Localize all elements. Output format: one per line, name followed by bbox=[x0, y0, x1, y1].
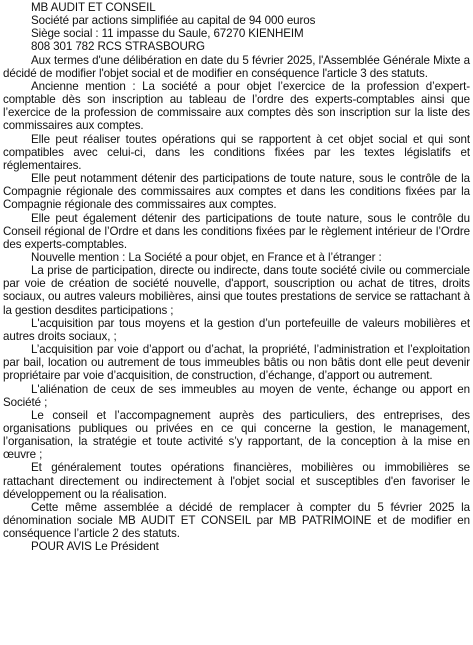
signature: POUR AVIS Le Président bbox=[31, 540, 159, 554]
head-office-address: Siège social : 11 impasse du Saule, 67270 KIENHEIM bbox=[31, 27, 304, 41]
paragraph-immeubles: L’acquisition par voie d’apport ou d’achat, la propriété, l’administration et l’exploitation par bail, location ou autrement de tous immeubles bâtis ou non bâtis dont elle peut devenir propriétaire par voie d’acquisition, de construction, d’échange, d’apport ou autrement. bbox=[3, 343, 470, 383]
rcs-registration: 808 301 782 RCS STRASBOURG bbox=[31, 40, 205, 54]
paragraph-new-mention: Nouvelle mention : La Société a pour objet, en France et à l’étranger : bbox=[31, 250, 382, 264]
paragraph-participations-cncc: Elle peut notamment détenir des participations de toute nature, sous le contrôle de la Compagnie régionale des commissaires aux comptes et dans les conditions fixées par la Compagnie régionale des commissaires aux comptes. bbox=[3, 172, 470, 212]
paragraph-deliberation: Aux termes d'une délibération en date du 5 février 2025, l'Assemblée Générale Mixte a décidé de modifier l'objet social et de modifier en conséquence l'article 3 des statuts. bbox=[3, 53, 470, 80]
paragraph-operations-generales: Et généralement toutes opérations financières, mobilières ou immobilières se rattachant directement ou indirectement à l'objet social et susceptibles d'en favoriser le développement ou la réalisation. bbox=[3, 461, 470, 501]
legal-form: Société par actions simplifiée au capital de 94 000 euros bbox=[31, 14, 316, 28]
paragraph-portefeuille: L'acquisition par tous moyens et la gestion d’un portefeuille de valeurs mobilières et autres droits sociaux, ; bbox=[3, 316, 470, 343]
paragraph-participations-ordre: Elle peut également détenir des participations de toute nature, sous le contrôle du Conseil régional de l’Ordre et dans les conditions fixées par le règlement intérieur de l’Ordre des experts-comptables. bbox=[3, 211, 470, 251]
paragraph-denomination: Cette même assemblée a décidé de remplacer à compter du 5 février 2025 la dénomination sociale MB AUDIT ET CONSEIL par MB PATRIMOINE et de modifier en conséquence l’article 2 des statuts. bbox=[3, 500, 470, 541]
paragraph-prise-participation: La prise de participation, directe ou indirecte, dans toute société civile ou commerciale par voie de création de société nouvelle, d'apport, souscription ou achat de titres, droits sociaux, ou autres valeurs mobilières, ainsi que toutes prestations de service se rattachant à la gestion desdites participations ; bbox=[3, 264, 470, 317]
company-name: MB AUDIT ET CONSEIL bbox=[31, 1, 156, 14]
paragraph-former-mention: Ancienne mention : La société a pour objet l’exercice de la profession d’expert-comptable dès son inscription au tableau de l’ordre des experts-comptables ainsi que l’exercice de la profession de commissaire aux comptes dès son inscription sur la liste des commissaires aux comptes. bbox=[3, 79, 470, 133]
paragraph-conseil: Le conseil et l’accompagnement auprès des particuliers, des entreprises, des organisations publiques ou privées en ce qui concerne la gestion, le management, l’organisation, la stratégie et toute activité s’y rapportant, de la conception à la mise en œuvre ; bbox=[3, 408, 470, 462]
paragraph-alienation: L'aliénation de ceux de ses immeubles au moyen de vente, échange ou apport en Société ; bbox=[3, 382, 470, 409]
paragraph-operations: Elle peut réaliser toutes opérations qui se rapportent à cet objet social et qui sont compatibles avec celui-ci, dans les conditions fixées par les textes législatifs et réglementaires. bbox=[3, 132, 470, 172]
